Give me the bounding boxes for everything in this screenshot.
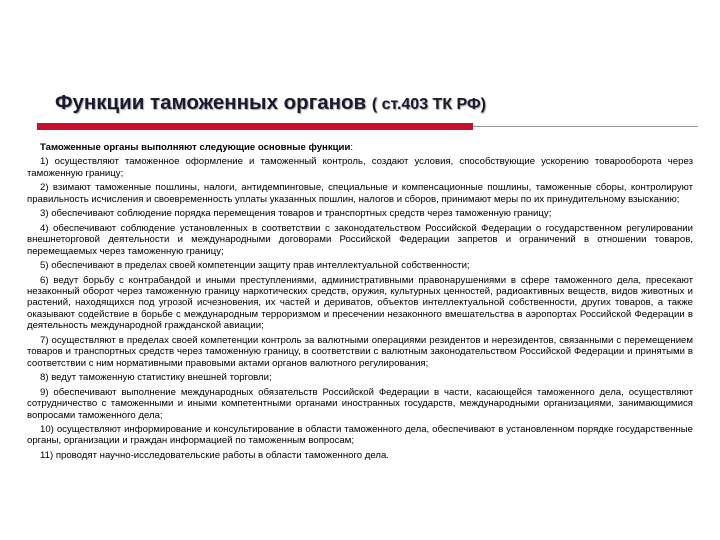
intro-colon: : — [350, 142, 354, 153]
intro-bold-text: Таможенные органы выполняют следующие основные функции — [40, 142, 351, 153]
function-item-5: 5) обеспечивают в пределах своей компетенции защиту прав интеллектуальной собственности; — [40, 260, 470, 272]
functions-text-block — [27, 142, 693, 464]
function-item-9: 9) обеспечивают выполнение международных обязательств Российской Федерации в части, касающейся таможенного дела, осуществляют сотрудничество с таможенными и иными компетентными органами иностранных государств, международными организациями, занимающимися вопросами таможенного дела; — [27, 386, 693, 421]
function-item-11: 11) проводят научно-исследовательские работы в области таможенного дела. — [40, 449, 389, 461]
function-item-4: 4) обеспечивают соблюдение установленных в соответствии с законодательством Российской Федерации о государственном регулировании внешнеторговой деятельности и международными договорами Российской Федерации запретов и ограничений в отношении товаров, перемещаемых через таможенную границу; — [27, 222, 693, 257]
slide-title — [55, 91, 486, 115]
function-item-7: 7) осуществляют в пределах своей компетенции контроль за валютными операциями резидентов и нерезидентов, связанными с перемещением товаров и транспортных средств через таможенную границу, в соответствии с валютным законодательством Российской Федерации и принятыми в соответствии с ним нормативными правовыми актами органов валютного регулирования; — [27, 334, 693, 369]
title-article-reference: ( ст.403 ТК РФ) — [371, 96, 486, 113]
function-item-1: 1) осуществляют таможенное оформление и таможенный контроль, создают условия, способствующие ускорению товарооборота через таможенную границу; — [27, 156, 693, 179]
function-item-6: 6) ведут борьбу с контрабандой и иными преступлениями, административными правонарушениями в сфере таможенного дела, пресекают незаконный оборот через таможенную границу наркотических средств, оружия, культурных ценностей, радиоактивных веществ, видов животных и растений, находящихся под угрозой исчезновения, их частей и дериватов, объектов интеллектуальной собственности, других товаров, а также оказывают содействие в борьбе с международным терроризмом и пресечении незаконного вмешательства в аэропортах Российской Федерации в деятельность международной гражданской авиации; — [27, 274, 693, 332]
intro-paragraph — [27, 142, 693, 153]
title-underline-grey — [473, 126, 698, 127]
title-main: Функции таможенных органов — [55, 91, 367, 114]
function-item-8: 8) ведут таможенную статистику внешней торговли; — [40, 372, 272, 384]
function-item-10: 10) осуществляют информирование и консультирование в области таможенного дела, обеспечивают в установленном порядке государственные органы, организации и граждан информацией по таможенным вопросам; — [27, 423, 693, 447]
function-item-2: 2) взимают таможенные пошлины, налоги, антидемпинговые, специальные и компенсационные пошлины, таможенные сборы, контролируют правильность исчисления и своевременность уплаты указанных пошлин, налогов и сборов, принимают меры по их принудительному взысканию; — [27, 182, 693, 205]
function-item-3: 3) обеспечивают соблюдение порядка перемещения товаров и транспортных средств через таможенную границу; — [40, 208, 552, 220]
title-underline-red — [37, 123, 473, 130]
